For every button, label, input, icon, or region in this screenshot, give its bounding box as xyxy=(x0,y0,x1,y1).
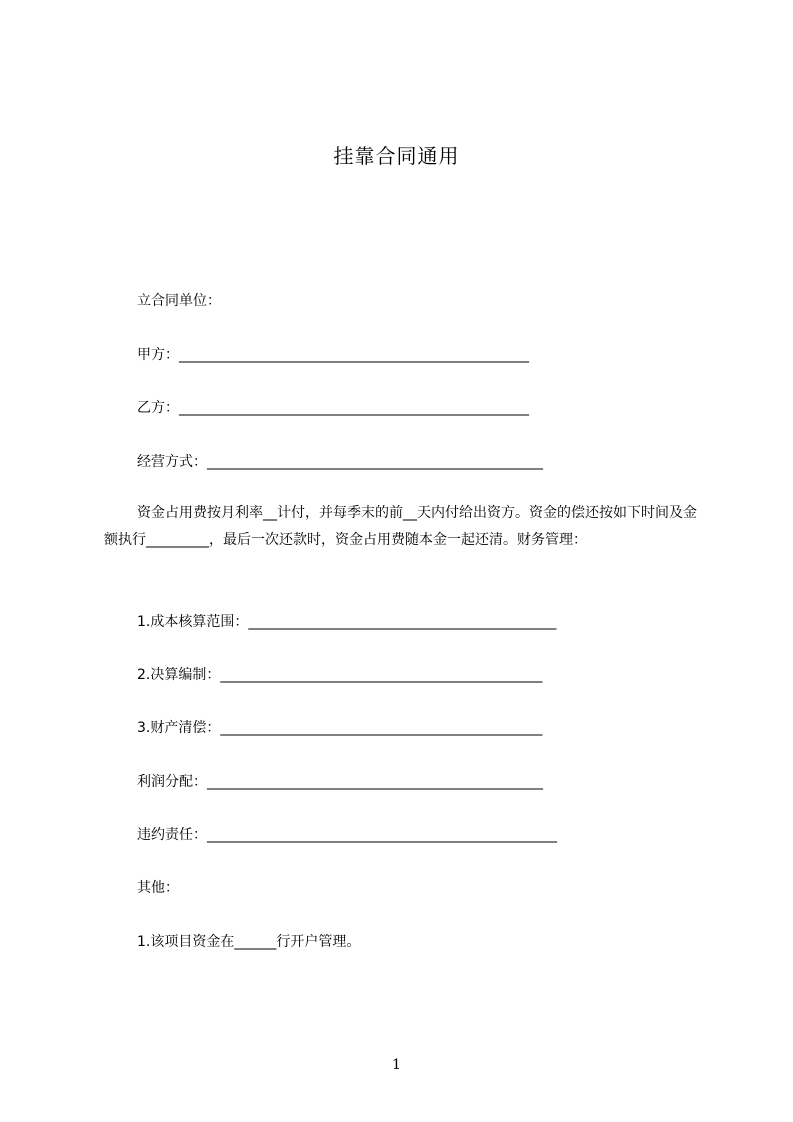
property-settlement-item: 3.财产清偿：______________________________________________ xyxy=(137,720,543,736)
cost-scope-item: 1.成本核算范围：____________________________________________ xyxy=(137,614,557,630)
business-mode-field: 经营方式：________________________________________________ xyxy=(137,454,543,470)
page-number: 1 xyxy=(392,1057,401,1073)
profit-distribution-item: 利润分配：________________________________________________ xyxy=(137,774,543,790)
others-heading: 其他： xyxy=(137,880,179,896)
final-accounts-item: 2.决算编制：______________________________________________ xyxy=(137,667,543,683)
breach-liability-item: 违约责任：__________________________________________________ xyxy=(137,827,557,843)
party-a-field: 甲方：__________________________________________________ xyxy=(137,347,529,363)
fund-usage-paragraph: 资金占用费按月利率__计付，并每季末的前__天内付给出资方。资金的偿还按如下时间及金额执行_________，最后一次还款时，资金占用费随本金一起还清。财务管理： xyxy=(104,505,697,548)
document-title: 挂靠合同通用 xyxy=(333,144,460,168)
party-b-field: 乙方：__________________________________________________ xyxy=(137,400,529,416)
others-item-1: 1.该项目资金在______行开户管理。 xyxy=(137,934,361,950)
contract-parties-label: 立合同单位： xyxy=(137,293,221,309)
